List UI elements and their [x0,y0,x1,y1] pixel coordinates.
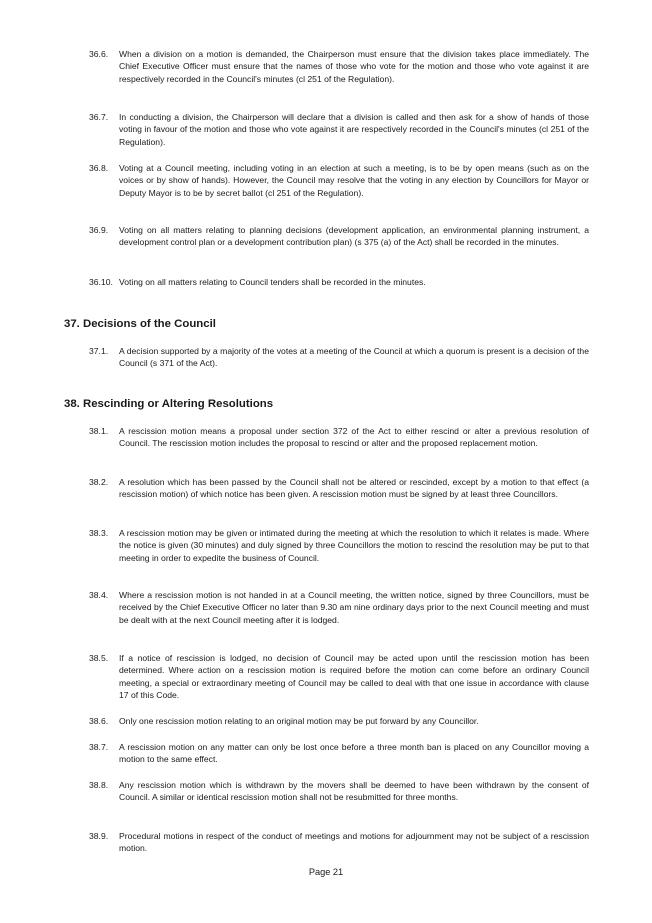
clause-text: A resolution which has been passed by the Council shall not be altered or rescinded, except by a motion to that effect (a rescission motion) of which notice has been given. A rescission motion must be signed by at least three Councillors. [119,477,589,500]
clause-number: 38.6. [89,716,109,726]
clause-36-10 [89,276,589,288]
page-number: Page 21 [308,867,344,877]
clause-number: 37.1. [89,346,109,356]
section-heading-38: 38. Rescinding or Altering Resolutions [64,398,274,410]
clause-text: Where a rescission motion is not handed in at a Council meeting, the written notice, signed by three Councillors, must be received by the Chief Executive Officer no later than 9.30 am nine ordinary days prior to the next Council meeting and must be dealt with at the next Council meeting after it is lodged. [119,590,589,625]
clause-text: Voting at a Council meeting, including voting in an election at such a meeting, is to be by open means (such as on the voices or by show of hands). However, the Council may resolve that the voting in any election by Councillors for Mayor or Deputy Mayor is to be by secret ballot (cl 251 of the Regulation). [119,163,589,198]
clause-number: 36.6. [89,49,109,59]
clause-number: 38.4. [89,590,109,600]
clause-text: A decision supported by a majority of the votes at a meeting of the Council at which a quorum is present is a decision of the Council (s 371 of the Act). [119,346,589,369]
clause-number: 38.2. [89,477,109,487]
clause-number: 38.9. [89,831,109,841]
clause-text: If a notice of rescission is lodged, no decision of Council may be acted upon until the rescission motion has been determined. Where action on a rescission motion is required before the motion can come before an ordinary Council meeting, a special or extraordinary meeting of Council may be called to deal with that one issue in accordance with clause 17 of this Code. [119,653,589,701]
clause-number: 36.8. [89,163,109,173]
clause-38-8 [89,779,589,804]
clause-38-6 [89,715,589,727]
clause-36-6 [89,48,589,85]
clause-text: Procedural motions in respect of the conduct of meetings and motions for adjournment may not be subject of a rescission motion. [119,831,589,854]
clause-38-7 [89,741,589,766]
clause-number: 38.1. [89,426,109,436]
clause-38-4 [89,589,589,626]
clause-text: In conducting a division, the Chairperson will declare that a division is called and then ask for a show of hands of those voting in favour of the motion and those who vote against it are respectively recorded in the Council's minutes (cl 251 of the Regulation). [119,112,589,147]
clause-number: 38.8. [89,780,109,790]
clause-number: 36.7. [89,112,109,122]
clause-38-3 [89,527,589,564]
clause-38-5 [89,652,589,702]
clause-text: A rescission motion means a proposal under section 372 of the Act to either rescind or alter a previous resolution of Council. The rescission motion includes the proposal to rescind or alter and the proposed replacement motion. [119,426,589,449]
clause-text: Voting on all matters relating to Council tenders shall be recorded in the minutes. [119,277,426,287]
clause-number: 38.7. [89,742,109,752]
clause-36-7 [89,111,589,148]
clause-number: 38.5. [89,653,109,663]
clause-text: Any rescission motion which is withdrawn by the movers shall be deemed to have been withdrawn by the consent of Council. A similar or identical rescission motion shall not be resubmitted for three months. [119,780,589,803]
clause-38-2 [89,476,589,501]
clause-38-1 [89,425,589,450]
section-heading-37: 37. Decisions of the Council [64,318,216,330]
clause-38-9 [89,830,589,855]
clause-text: Voting on all matters relating to planning decisions (development application, an environmental planning instrument, a development control plan or a development contribution plan) (s 375 (a) of the Act) shall be recorded in the minutes. [119,225,589,248]
clause-text: When a division on a motion is demanded, the Chairperson must ensure that the division takes place immediately. The Chief Executive Officer must ensure that the names of those who vote for the motion and those who vote against it are respectively recorded in the Council's minutes (cl 251 of the Regulation). [119,49,589,84]
clause-number: 38.3. [89,528,109,538]
clause-text: A rescission motion may be given or intimated during the meeting at which the resolution to which it relates is made. Where the notice is given (30 minutes) and duly signed by three Councillors the motion to rescind the resolution may be put to that meeting in order to expedite the business of Council. [119,528,589,563]
clause-37-1 [89,345,589,370]
clause-text: A rescission motion on any matter can only be lost once before a three month ban is placed on any Councillor moving a motion to the same effect. [119,742,589,765]
clause-36-8 [89,162,589,199]
clause-36-9 [89,224,589,249]
clause-number: 36.9. [89,225,109,235]
clause-text: Only one rescission motion relating to an original motion may be put forward by any Councillor. [119,716,479,726]
clause-number: 36.10. [89,277,113,287]
